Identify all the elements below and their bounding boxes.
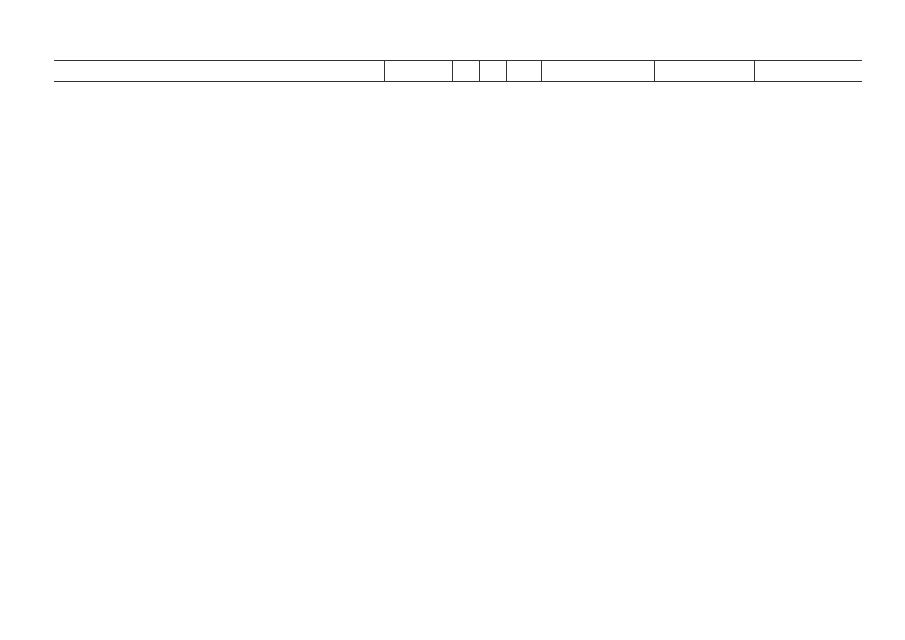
table-header bbox=[54, 60, 862, 82]
column-header-2016 bbox=[654, 61, 754, 81]
column-header-2015 bbox=[541, 61, 654, 81]
column-header-pr bbox=[479, 61, 506, 81]
column-header-rz bbox=[452, 61, 479, 81]
column-header-name bbox=[54, 61, 384, 81]
column-header-2017 bbox=[754, 61, 862, 81]
column-header-vr bbox=[506, 61, 541, 81]
column-header-csr bbox=[384, 61, 452, 81]
